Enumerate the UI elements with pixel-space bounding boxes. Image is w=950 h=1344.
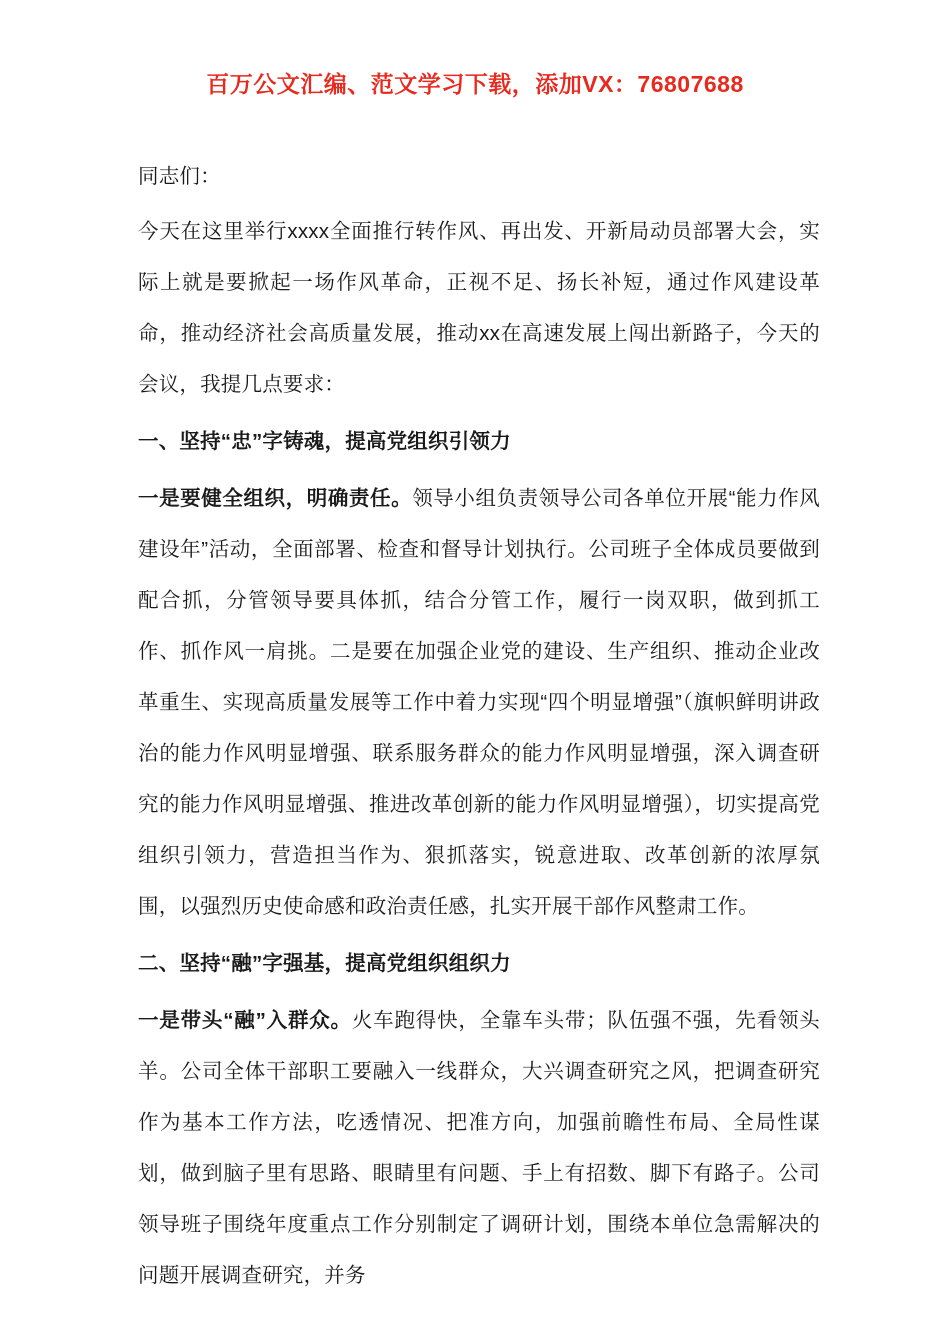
paragraph-intro: 今天在这里举行xxxx全面推行转作风、再出发、开新局动员部署大会，实际上就是要掀起一场作风革命，正视不足、扬长补短，通过作风建设革命，推动经济社会高质量发展，推动xx在高速发展上闯出新路子，今天的会议，我提几点要求： xyxy=(138,220,820,396)
promo-banner: 百万公文汇编、范文学习下载，添加VX：76807688 xyxy=(206,71,744,97)
paragraph-lead-two: 一是带头“融”入群众。 xyxy=(138,1009,352,1032)
salutation: 同志们： xyxy=(138,165,221,188)
paragraph-text-one: 领导小组负责领导公司各单位开展“能力作风建设年”活动，全面部署、检查和督导计划执行。公司班子全体成员要做到配合抓，分管领导要具体抓，结合分管工作，履行一岗双职，做到抓工作、抓作风一肩挑。二是要在加强企业党的建设、生产组织、推动企业改革重生、实现高质量发展等工作中着力实现“四个明显增强”（旗帜鲜明讲政治的能力作风明显增强、联系服务群众的能力作风明显增强，深入调查研究的能力作风明显增强、推进改革创新的能力作风明显增强），切实提高党组织引领力，营造担当作为、狠抓落实，锐意进取、改革创新的浓厚氛围，以强烈历史使命感和政治责任感，扎实开展干部作风整肃工作。 xyxy=(138,487,820,918)
section-heading-two: 二、坚持“融”字强基，提高党组织组织力 xyxy=(138,952,511,975)
paragraph-text-two: 火车跑得快，全靠车头带；队伍强不强，先看领头羊。公司全体干部职工要融入一线群众，大兴调查研究之风，把调查研究作为基本工作方法，吃透情况、把准方向，加强前瞻性布局、全局性谋划，做到脑子里有思路、眼睛里有问题、手上有招数、脚下有路子。公司领导班子围绕年度重点工作分别制定了调研计划，围绕本单位急需解决的问题开展调查研究，并务 xyxy=(138,1009,820,1287)
document-body xyxy=(0,99,950,1301)
section-heading-one: 一、坚持“忠”字铸魂，提高党组织引领力 xyxy=(138,430,511,453)
paragraph-lead-one: 一是要健全组织，明确责任。 xyxy=(138,487,413,510)
paragraph-section-two xyxy=(138,995,820,1301)
paragraph-section-one xyxy=(138,473,820,932)
